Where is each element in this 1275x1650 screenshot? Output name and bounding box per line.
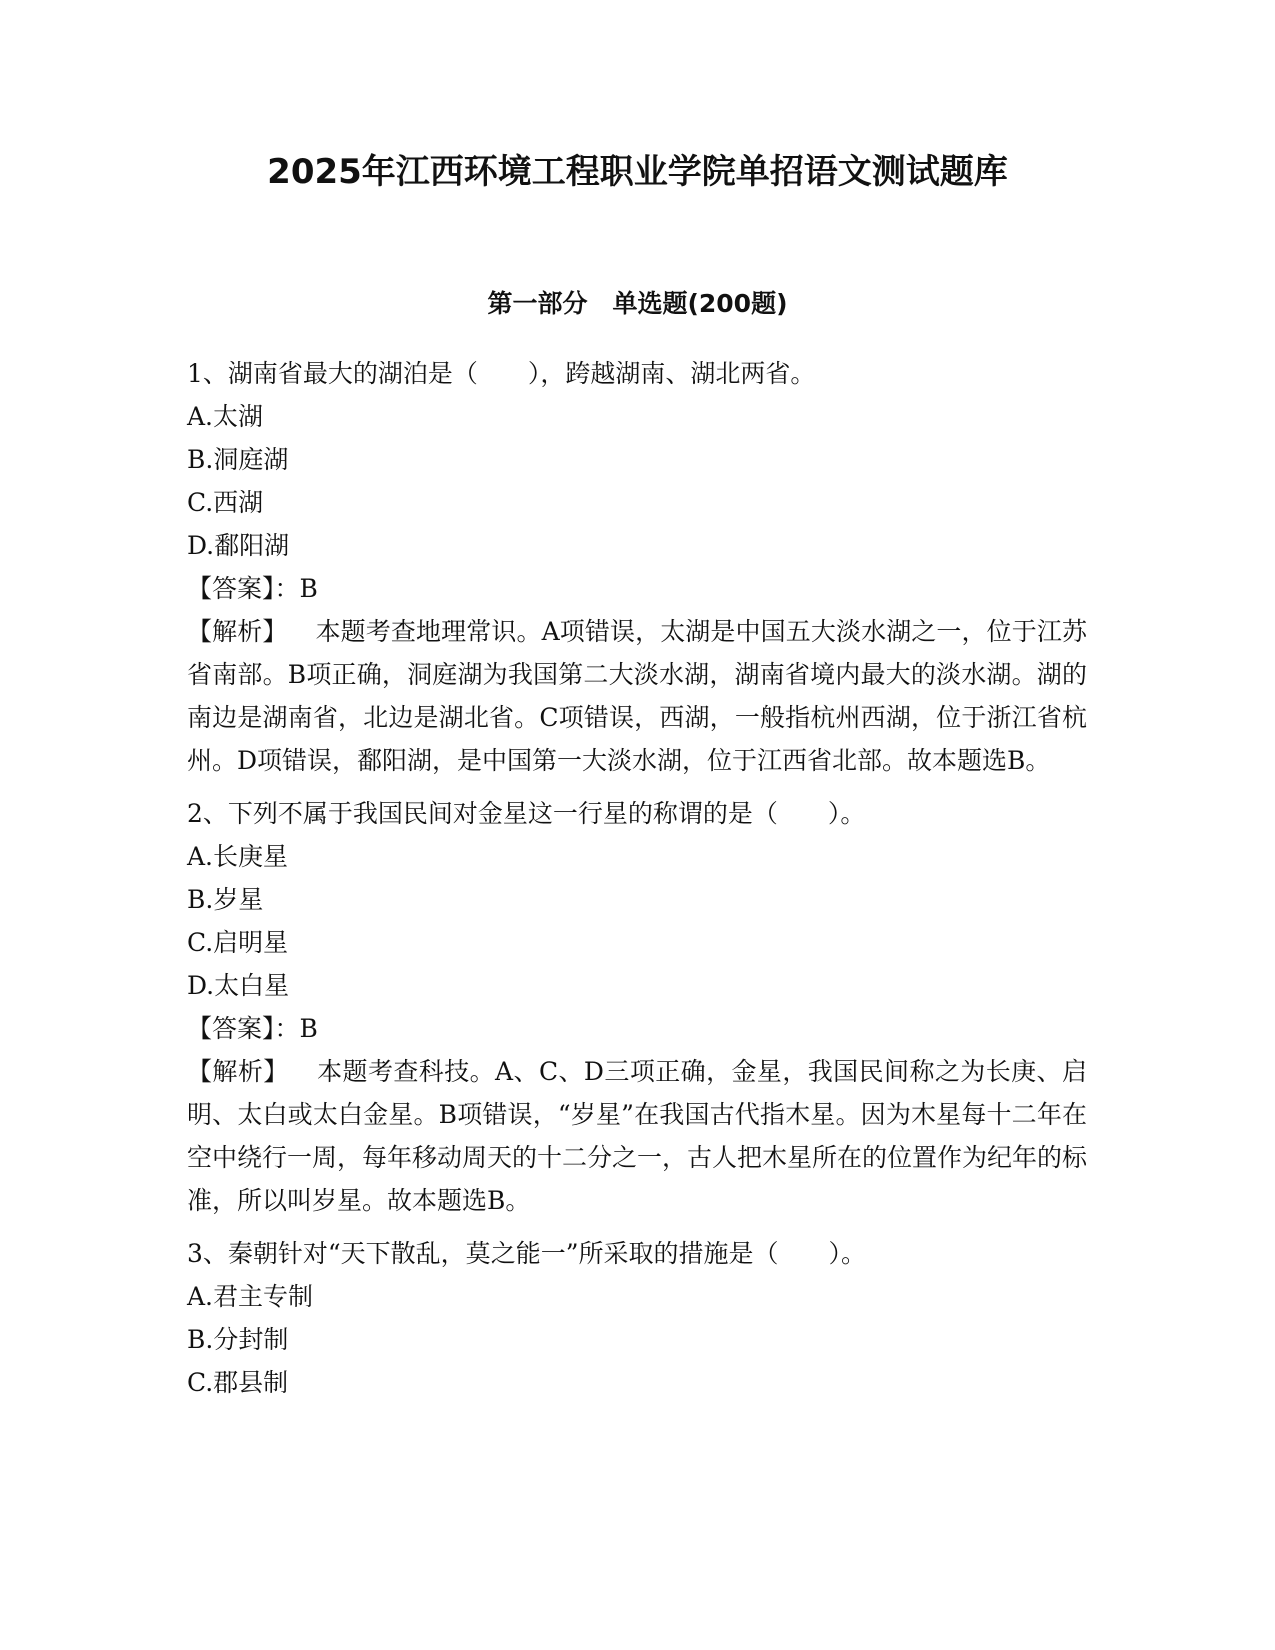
document-title: 2025年江西环境工程职业学院单招语文测试题库 — [267, 152, 1008, 192]
option-c: C.启明星 — [187, 928, 289, 957]
analysis-body: 本题考查科技。A、C、D三项正确，金星，我国民间称之为长庚、启明、太白或太白金星。B项错误，“岁星”在我国古代指木星。因为木星每十二年在空中绕行一周，每年移动周天的十二分之一，古人把木星所在的位置作为纪年的标准，所以叫岁星。故本题选B。 — [187, 1057, 1088, 1215]
question-list — [187, 352, 1087, 1414]
answer-line — [187, 1007, 1087, 1050]
answer-value: B — [299, 1014, 318, 1043]
option-c: C.郡县制 — [187, 1368, 289, 1397]
section-title: 第一部分 单选题(200题) — [487, 289, 788, 318]
option-b: B.岁星 — [187, 885, 264, 914]
option-b: B.分封制 — [187, 1325, 289, 1354]
option-d: D.太白星 — [187, 971, 290, 1000]
question-1 — [187, 352, 1087, 782]
analysis-text — [187, 1050, 1087, 1222]
question-stem: 2、下列不属于我国民间对金星这一行星的称谓的是（ ）。 — [187, 799, 866, 828]
option-a: A.君主专制 — [187, 1282, 314, 1311]
option-d: D.鄱阳湖 — [187, 531, 290, 560]
answer-value: B — [299, 574, 318, 603]
question-stem: 3、秦朝针对“天下散乱，莫之能一”所采取的措施是（ ）。 — [187, 1239, 866, 1268]
analysis-body: 本题考查地理常识。A项错误，太湖是中国五大淡水湖之一，位于江苏省南部。B项正确，洞庭湖为我国第二大淡水湖，湖南省境内最大的淡水湖。湖的南边是湖南省，北边是湖北省。C项错误，西湖，一般指杭州西湖，位于浙江省杭州。D项错误，鄱阳湖，是中国第一大淡水湖，位于江西省北部。故本题选B。 — [187, 617, 1087, 775]
question-2 — [187, 792, 1087, 1222]
question-3 — [187, 1232, 1087, 1404]
answer-label: 【答案】： — [187, 1014, 300, 1043]
option-b: B.洞庭湖 — [187, 445, 289, 474]
answer-line — [187, 567, 1087, 610]
option-a: A.长庚星 — [187, 842, 289, 871]
option-a: A.太湖 — [187, 402, 264, 431]
answer-label: 【答案】： — [187, 574, 300, 603]
analysis-label: 【解析】 — [187, 617, 288, 646]
analysis-label: 【解析】 — [187, 1057, 289, 1086]
analysis-text — [187, 610, 1087, 782]
option-c: C.西湖 — [187, 488, 264, 517]
question-stem: 1、湖南省最大的湖泊是（ ），跨越湖南、湖北两省。 — [187, 359, 816, 388]
